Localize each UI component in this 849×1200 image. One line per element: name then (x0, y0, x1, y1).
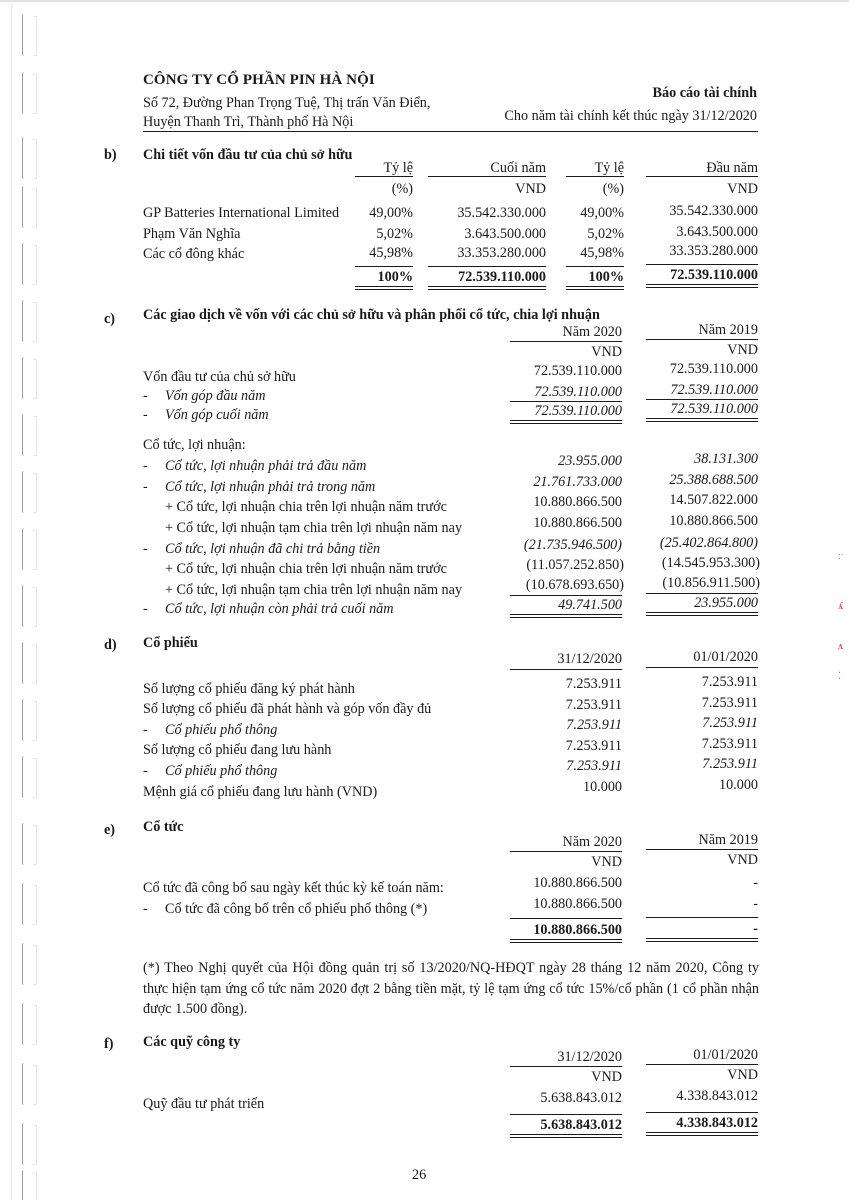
page-number: 26 (412, 1167, 427, 1183)
cell: 7.253.911 (565, 738, 622, 754)
total-cell: 100% (588, 269, 624, 285)
binder-hole-mark (22, 137, 28, 179)
cell: 7.253.911 (701, 674, 758, 690)
column-header: Tỷ lệ (383, 160, 413, 176)
cell: 72.539.110.000 (670, 382, 758, 398)
row-label: + Cổ tức, lợi nhuận chia trên lợi nhuận năm trước (165, 561, 447, 577)
total-rule (566, 266, 624, 267)
row-label: Số lượng cổ phiếu đã phát hành và góp vốn đầy đủ (143, 701, 432, 717)
total-rule (646, 264, 758, 265)
total-rule (510, 1114, 622, 1115)
unit-label: VND (727, 181, 758, 197)
cell: 7.253.911 (565, 697, 622, 713)
cell: 45,98% (580, 245, 624, 261)
cell: 10.880.866.500 (533, 896, 622, 912)
cell: (25.402.864.800) (659, 535, 758, 551)
double-rule (510, 614, 622, 618)
cell: 72.539.110.000 (670, 401, 758, 417)
binder-hole-mark (22, 471, 28, 513)
column-header: Năm 2020 (562, 324, 622, 340)
row-label: Vốn đầu tư của chủ sở hữu (143, 369, 296, 385)
binder-hole-mark (22, 72, 28, 114)
row-label: + Cổ tức, lợi nhuận tạm chia trên lợi nhuận năm nay (165, 582, 463, 598)
total-rule (510, 918, 622, 919)
cell: (11.057.252.850) (526, 557, 624, 573)
total-cell: 100% (377, 269, 413, 285)
cell: 10.880.866.500 (533, 515, 622, 531)
row-label: Mệnh giá cổ phiếu đang lưu hành (VND) (143, 784, 378, 800)
total-cell: 72.539.110.000 (458, 269, 546, 285)
header-underline (646, 1064, 758, 1065)
column-header: Năm 2020 (562, 834, 622, 850)
column-header: 31/12/2020 (557, 651, 622, 667)
row-label: Số lượng cổ phiếu đăng ký phát hành (143, 681, 355, 697)
cell: 7.253.911 (566, 717, 622, 733)
binder-hole-mark (22, 823, 28, 865)
header-underline (428, 176, 546, 177)
header-underline (510, 1066, 622, 1067)
row-label (143, 407, 269, 424)
section-title: Chi tiết vốn đầu tư của chủ sở hữu (143, 147, 353, 163)
cell: 72.539.110.000 (669, 361, 758, 377)
binder-hole-mark (22, 300, 28, 342)
row-label: Số lượng cổ phiếu đang lưu hành (143, 742, 332, 758)
row-label: Phạm Văn Nghĩa (143, 226, 241, 242)
unit-label: VND (591, 344, 622, 360)
header-underline (566, 176, 624, 177)
unit-label: (%) (602, 181, 624, 197)
row-label: GP Batteries International Limited (143, 205, 340, 221)
binder-margin-line (11, 0, 12, 1200)
header-underline (646, 849, 758, 850)
cell: 7.253.911 (565, 676, 622, 692)
total-rule (428, 266, 546, 267)
column-header: Tỷ lệ (594, 160, 624, 176)
section-title: Các giao dịch về vốn với các chủ sở hữu và phân phối cổ tức, chia lợi nhuận (143, 307, 600, 323)
cell: 35.542.330.000 (457, 205, 546, 221)
binder-hole-mark (22, 699, 28, 741)
binder-hole-mark (22, 1123, 28, 1165)
cell: 45,98% (369, 245, 413, 261)
row-label-text: Vốn góp cuối năm (165, 407, 269, 423)
company-name: CÔNG TY CỔ PHẦN PIN HÀ NỘI (143, 72, 375, 88)
double-rule (646, 418, 758, 422)
row-label: Quỹ đầu tư phát triển (143, 1096, 265, 1112)
cell: - (753, 896, 758, 912)
row-label (143, 541, 380, 558)
cell: 49,00% (369, 205, 413, 221)
cell: 72.539.110.000 (534, 403, 622, 419)
section-letter: e) (104, 822, 116, 838)
section-letter: c) (104, 311, 116, 327)
cell: 10.000 (582, 779, 622, 795)
binder-hole-mark (22, 756, 28, 798)
group-label: Cổ tức, lợi nhuận: (143, 437, 246, 453)
bullet-dash: - (143, 763, 148, 779)
cell: 4.338.843.012 (676, 1088, 758, 1104)
cell: 10.880.866.500 (533, 875, 622, 891)
bullet-dash: - (143, 407, 148, 423)
double-rule (646, 938, 758, 942)
binder-hole-mark (22, 883, 28, 925)
double-rule (510, 939, 622, 943)
section-letter: f) (104, 1036, 114, 1052)
binder-hole-mark (22, 585, 28, 627)
cell: 72.539.110.000 (534, 384, 622, 400)
binder-hole-mark (22, 1170, 28, 1200)
binder-hole-mark (22, 243, 28, 285)
header-underline (355, 176, 413, 177)
footnote: (*) Theo Nghị quyết của Hội đồng quản trị số 13/2020/NQ-HĐQT ngày 28 tháng 12 năm 2020, Công ty thực hiện tạm ứng cổ tức năm 2020 đợt 2 bằng tiền mặt, tỷ lệ tạm ứng cổ tức 15%/cổ phần (1 cổ phần nhận được 1.500 đồng). (143, 960, 759, 1017)
double-rule (646, 1132, 758, 1136)
cell: 3.643.500.000 (676, 224, 758, 240)
stamp-fragment: ːˑ (838, 551, 844, 562)
section-letter: d) (104, 637, 117, 653)
cell: 35.542.330.000 (669, 203, 758, 219)
total-cell: 5.638.843.012 (540, 1117, 622, 1133)
double-rule (510, 1134, 622, 1138)
column-header: Năm 2019 (698, 832, 758, 848)
cell: 49,00% (580, 205, 624, 221)
bullet-dash: - (143, 458, 148, 474)
row-label: Các cổ đông khác (143, 246, 245, 262)
cell: 23.955.000 (558, 453, 622, 469)
row-label-text: Cổ phiếu phổ thông (165, 722, 278, 738)
cell: 33.353.280.000 (669, 243, 758, 259)
row-label (143, 388, 266, 405)
section-title: Cổ phiếu (143, 635, 198, 651)
row-label-text: Cổ tức đã công bố trên cổ phiếu phổ thông (*) (165, 901, 428, 917)
scan-top-edge (0, 0, 849, 2)
column-header: Cuối năm (490, 160, 546, 176)
row-label (143, 479, 375, 496)
unit-label: VND (515, 181, 546, 197)
row-label-text: Cổ tức, lợi nhuận đã chi trả bằng tiền (165, 541, 381, 557)
cell: 7.253.911 (701, 695, 758, 711)
binder-hole-mark (22, 642, 28, 684)
cell: 10.880.866.500 (533, 494, 622, 510)
cell: 7.253.911 (701, 736, 758, 752)
double-rule (510, 420, 622, 424)
row-label-text: Cổ tức, lợi nhuận phải trả trong năm (165, 479, 376, 495)
cell: 3.643.500.000 (464, 226, 546, 242)
binder-hole-mark (22, 943, 28, 985)
binder-hole-mark (22, 1003, 28, 1045)
cell: 33.353.280.000 (457, 245, 546, 261)
section-title: Các quỹ công ty (143, 1034, 241, 1050)
column-header: Năm 2019 (698, 322, 758, 338)
row-label: Cổ tức đã công bố sau ngày kết thúc kỳ kế toán năm: (143, 880, 444, 896)
row-label (143, 458, 366, 475)
double-rule (355, 286, 413, 290)
bullet-dash: - (143, 388, 148, 404)
cell: 10.880.866.500 (669, 513, 758, 529)
row-label-text: Cổ tức, lợi nhuận phải trả đầu năm (165, 458, 367, 474)
unit-label: VND (591, 854, 622, 870)
cell: 38.131.300 (694, 451, 758, 467)
cell: 5,02% (587, 226, 624, 242)
header-underline (646, 667, 758, 668)
total-rule (646, 1112, 758, 1113)
binder-hole-mark (22, 186, 28, 228)
column-header: 01/01/2020 (693, 649, 758, 665)
company-address-line1: Số 72, Đường Phan Trọng Tuệ, Thị trấn Văn Điển, (143, 95, 431, 111)
unit-label: VND (727, 342, 758, 358)
unit-label: VND (727, 1067, 758, 1083)
cell: 49.741.500 (558, 597, 622, 613)
cell: 5,02% (376, 226, 413, 242)
header-underline (646, 339, 758, 340)
cell: (10.856.911.500) (662, 575, 760, 591)
cell: 7.253.911 (702, 715, 758, 731)
cell: 7.253.911 (702, 756, 758, 772)
stamp-fragment: ⁚ (838, 671, 842, 682)
stamp-fragment: ʌ (838, 641, 843, 652)
row-label-text: Vốn góp đầu năm (165, 388, 266, 404)
row-label (143, 722, 277, 739)
total-cell: 10.880.866.500 (533, 922, 622, 938)
double-rule (566, 286, 624, 290)
cell: (14.545.953.300) (661, 555, 760, 571)
company-address-line2: Huyện Thanh Trì, Thành phố Hà Nội (143, 114, 354, 130)
binder-hole-mark (22, 414, 28, 456)
bullet-dash: - (143, 601, 148, 617)
bullet-dash: - (143, 541, 148, 557)
header-underline (510, 669, 622, 670)
binder-hole-mark (22, 357, 28, 399)
cell: 10.000 (718, 777, 758, 793)
report-period: Cho năm tài chính kết thúc ngày 31/12/2020 (504, 108, 757, 124)
cell: 5.638.843.012 (540, 1090, 622, 1106)
unit-label: VND (591, 1069, 622, 1085)
total-cell: 4.338.843.012 (676, 1115, 758, 1131)
cell: - (753, 875, 758, 891)
column-header: 31/12/2020 (557, 1049, 622, 1065)
bullet-dash: - (143, 901, 148, 917)
cell: 21.761.733.000 (533, 474, 622, 490)
cell: (21.735.946.500) (523, 537, 622, 553)
row-label: + Cổ tức, lợi nhuận tạm chia trên lợi nhuận năm nay (165, 520, 463, 536)
header-underline (510, 341, 622, 342)
unit-label: VND (727, 852, 758, 868)
double-rule (646, 284, 758, 288)
binder-hole-mark (22, 528, 28, 570)
row-label (143, 601, 394, 618)
binder-hole-mark (22, 1063, 28, 1105)
total-cell: - (753, 921, 758, 937)
header-divider (143, 131, 758, 132)
cell: 25.388.688.500 (669, 472, 758, 488)
stamp-fragment: ʎ (838, 601, 843, 612)
row-label (143, 901, 427, 918)
cell: (10.678.693.650) (525, 577, 624, 593)
row-label-text: Cổ tức, lợi nhuận còn phải trả cuối năm (165, 601, 394, 617)
total-cell: 72.539.110.000 (670, 267, 758, 283)
column-header: Đầu năm (706, 160, 758, 176)
row-label (143, 763, 277, 780)
double-rule (646, 612, 758, 616)
cell: 14.507.822.000 (669, 492, 758, 508)
bullet-dash: - (143, 722, 148, 738)
header-underline (510, 851, 622, 852)
report-title: Báo cáo tài chính (652, 85, 757, 101)
unit-label: (%) (391, 181, 413, 197)
cell: 7.253.911 (566, 758, 622, 774)
row-label-text: Cổ phiếu phổ thông (165, 763, 278, 779)
cell: 23.955.000 (694, 595, 758, 611)
header-underline (646, 176, 758, 177)
bullet-dash: - (143, 479, 148, 495)
total-rule (646, 917, 758, 918)
row-label: + Cổ tức, lợi nhuận chia trên lợi nhuận năm trước (165, 499, 447, 515)
total-rule (355, 266, 413, 267)
cell: 72.539.110.000 (533, 363, 622, 379)
double-rule (428, 286, 546, 290)
section-letter: b) (104, 147, 117, 163)
binder-hole-mark (22, 14, 28, 56)
column-header: 01/01/2020 (693, 1047, 758, 1063)
section-title: Cổ tức (143, 819, 184, 835)
